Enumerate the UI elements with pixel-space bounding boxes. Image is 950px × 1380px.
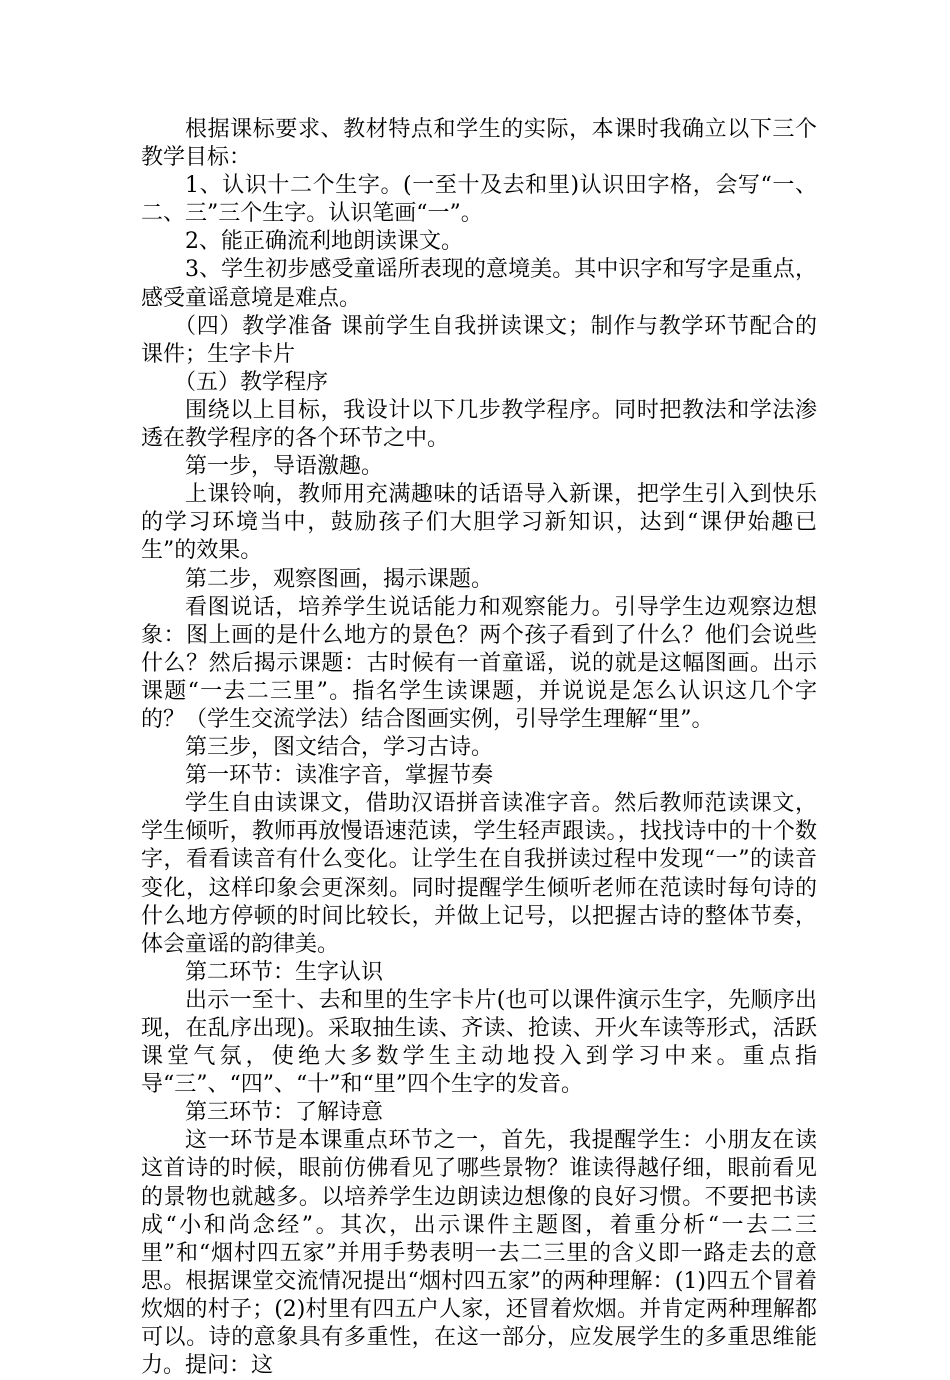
paragraph-goal-3: 3、学生初步感受童谣所表现的意境美。其中识字和写字是重点，感受童谣意境是难点。 [141, 257, 817, 311]
stage-heading-2: 第二环节：生字认识 [185, 959, 384, 985]
paragraph-stage-1: 学生自由读课文，借助汉语拼音读准字音。然后教师范读课文，学生倾听，教师再放慢语速范读，学生轻声跟读。，找找诗中的十个数字，看看读音有什么变化。让学生在自我拼读过程中发现“一”的读音变化，这样印象会更深刻。同时提醒学生倾听老师在范读时每句诗的什么地方停顿的时间比较长，并做上记号，以把握古诗的整体节奏，体会童谣的韵律美。 [141, 791, 817, 957]
paragraph-preparation: （四）教学准备 课前学生自我拼读课文；制作与教学环节配合的课件；生字卡片 [141, 313, 817, 367]
paragraph-stage-3: 这一环节是本课重点环节之一，首先，我提醒学生：小朋友在读这首诗的时候，眼前仿佛看见了哪些景物？谁读得越仔细，眼前看见的景物也就越多。以培养学生边朗读边想像的良好习惯。不要把书读成“小和尚念经”。其次，出示课件主题图，着重分析“一去二三里”和“烟村四五家”并用手势表明一去二三里的含义即一路走去的意思。根据课堂交流情况提出“烟村四五家”的两种理解：(1)四五个冒着炊烟的村子；(2)村里有四五户人家，还冒着炊烟。并肯定两种理解都可以。诗的意象具有多重性，在这一部分，应发展学生的多重思维能力。提问：这 [141, 1128, 817, 1379]
paragraph-goal-1: 1、认识十二个生字。(一至十及去和里)认识田字格，会写“一、二、三”三个生字。认识笔画“一”。 [141, 173, 817, 227]
step-heading-3: 第三步，图文结合，学习古诗。 [185, 735, 494, 761]
document-body [141, 116, 817, 1380]
step-heading-2: 第二步，观察图画，揭示课题。 [185, 566, 494, 592]
paragraph-step-1: 上课铃响，教师用充满趣味的话语导入新课，把学生引入到快乐的学习环境当中，鼓励孩子们大胆学习新知识，达到“课伊始趣已生”的效果。 [141, 482, 817, 564]
stage-heading-3: 第三环节：了解诗意 [185, 1100, 384, 1126]
step-heading-1: 第一步，导语激趣。 [185, 454, 384, 480]
paragraph-stage-2: 出示一至十、去和里的生字卡片(也可以课件演示生字，先顺序出现，在乱序出现)。采取抽生读、齐读、抢读、开火车读等形式，活跃课堂气氛，使绝大多数学生主动地投入到学习中来。重点指导“三”、“四”、“十”和“里”四个生字的发音。 [141, 987, 817, 1098]
section-heading-procedure: （五）教学程序 [174, 369, 329, 395]
paragraph-step-2: 看图说话，培养学生说话能力和观察能力。引导学生边观察边想象：图上画的是什么地方的景色？两个孩子看到了什么？他们会说些什么？然后揭示课题：古时候有一首童谣，说的就是这幅图画。出示课题“一去二三里”。指名学生读课题，并说说是怎么认识这几个字的？（学生交流学法）结合图画实例，引导学生理解“里”。 [141, 594, 817, 732]
paragraph-procedure-intro: 围绕以上目标，我设计以下几步教学程序。同时把教法和学法渗透在教学程序的各个环节之中。 [141, 397, 817, 452]
stage-heading-1: 第一环节：读准字音，掌握节奏 [185, 763, 494, 789]
paragraph-intro: 根据课标要求、教材特点和学生的实际，本课时我确立以下三个教学目标： [141, 117, 817, 171]
paragraph-goal-2: 2、能正确流利地朗读课文。 [185, 229, 463, 255]
